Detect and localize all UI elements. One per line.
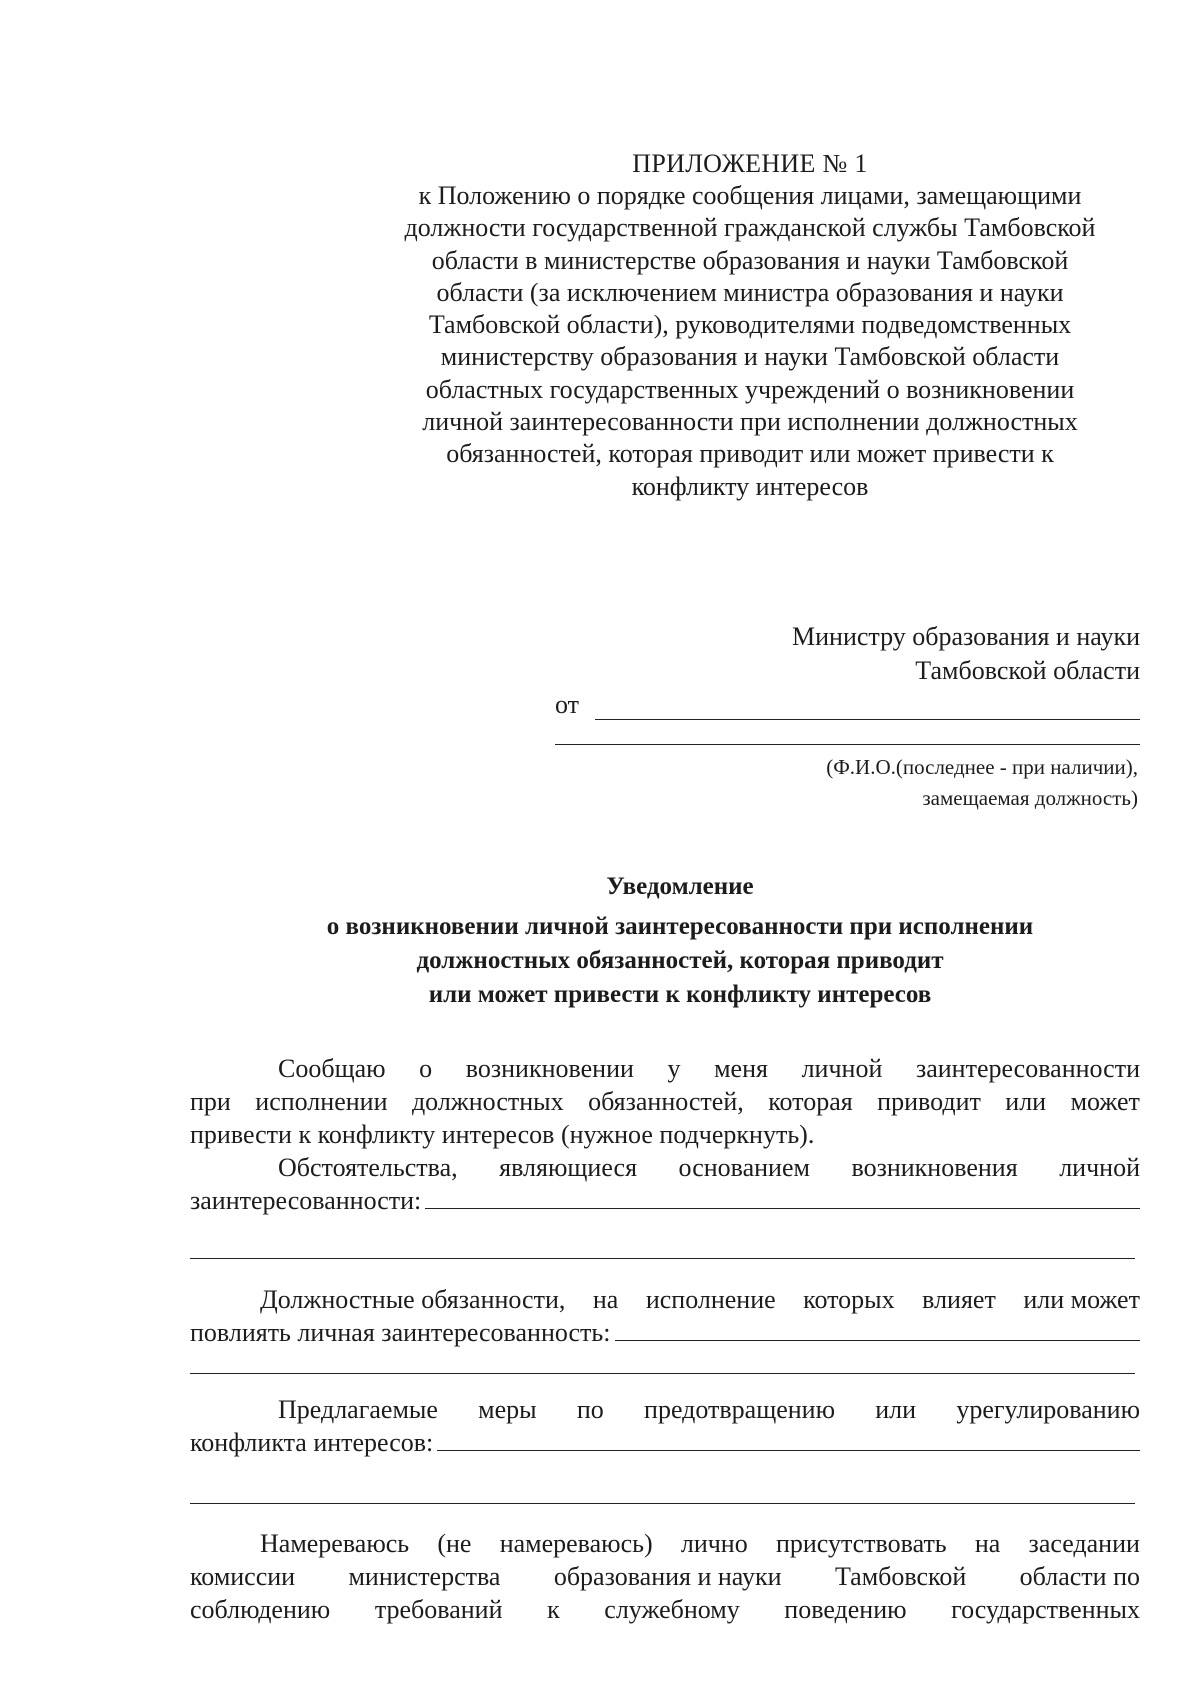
text-line xyxy=(190,1052,1140,1085)
text-line xyxy=(190,1426,1140,1459)
paragraph-measures xyxy=(190,1393,1140,1459)
notice-subtitle-line: о возникновении личной заинтересованности при исполнении xyxy=(326,913,1034,940)
appendix-line: должности государственной гражданской службы Тамбовской xyxy=(404,213,1096,243)
word: Обстоятельства, xyxy=(278,1153,458,1182)
appendix-line: конфликту интересов xyxy=(631,471,869,501)
addressee-line: Тамбовской области xyxy=(915,656,1140,685)
notice-title: Уведомление xyxy=(606,873,754,900)
text-line: привести к конфликту интересов (нужное подчеркнуть). xyxy=(190,1120,815,1149)
word: к xyxy=(547,1595,560,1624)
word: личной xyxy=(801,1054,883,1083)
word: требований xyxy=(374,1595,503,1624)
measures-field-continued[interactable] xyxy=(190,1503,1135,1504)
from-position-field[interactable] xyxy=(555,744,1140,745)
appendix-line: личной заинтересованности при исполнении должностных xyxy=(422,407,1078,437)
word: может xyxy=(1070,1087,1140,1116)
text-line xyxy=(190,1283,1140,1316)
appendix-line: областных государственных учреждений о возникновении xyxy=(425,374,1075,404)
notice-subtitle-line: должностных обязанностей, которая приводит xyxy=(416,947,944,974)
circumstances-field-continued[interactable] xyxy=(190,1258,1135,1259)
text-line xyxy=(190,1393,1140,1426)
appendix-line: к Положению о порядке сообщения лицами, замещающими xyxy=(418,181,1082,210)
word: у xyxy=(667,1054,681,1083)
word: урегулированию xyxy=(956,1395,1140,1424)
word: Намереваюсь xyxy=(260,1529,410,1558)
duties-field[interactable] xyxy=(615,1318,1141,1341)
fio-note-line: (Ф.И.О.(последнее - при наличии), xyxy=(826,755,1138,779)
appendix-line: обязанностей, которая приводит или может привести к xyxy=(446,439,1054,469)
field-label: повлиять личная заинтересованность: xyxy=(190,1318,611,1347)
text-line xyxy=(190,1593,1140,1626)
duties-field-continued[interactable] xyxy=(190,1373,1135,1374)
field-label: заинтересованности: xyxy=(190,1186,422,1215)
addressee-line: Министру образования и науки xyxy=(792,622,1140,651)
word: по xyxy=(576,1395,604,1424)
word: на xyxy=(974,1529,1001,1558)
word: которых xyxy=(803,1285,895,1314)
word: лично xyxy=(680,1529,748,1558)
word: Предлагаемые xyxy=(278,1395,438,1424)
appendix-line: области в министерстве образования и науки Тамбовской xyxy=(431,245,1069,275)
word: влияет xyxy=(922,1285,996,1314)
paragraph-duties xyxy=(190,1283,1140,1349)
paragraph-circumstances xyxy=(190,1151,1140,1217)
word: Тамбовской xyxy=(834,1562,967,1591)
word: предотвращению xyxy=(644,1395,836,1424)
notice-subtitle-line: или может привести к конфликту интересов xyxy=(428,981,932,1008)
word: меры xyxy=(478,1395,537,1424)
text-line xyxy=(190,1527,1140,1560)
word: области по xyxy=(1019,1562,1140,1591)
word: о xyxy=(419,1054,433,1083)
addressee-block xyxy=(792,620,1140,688)
word: намереваюсь) xyxy=(499,1529,653,1558)
word: на xyxy=(592,1285,619,1314)
word: присутствовать xyxy=(775,1529,947,1558)
word: министерства xyxy=(348,1562,501,1591)
appendix-line: министерству образования и науки Тамбовской области xyxy=(440,342,1060,372)
word: (не xyxy=(437,1529,472,1558)
text-line xyxy=(190,1316,1140,1349)
fio-note xyxy=(826,752,1138,814)
text-line xyxy=(190,1085,1140,1118)
word: Должностные обязанности, xyxy=(260,1285,566,1314)
appendix-header xyxy=(360,148,1140,503)
appendix-line: Тамбовской области), руководителями подведомственных xyxy=(428,310,1072,340)
text-line xyxy=(190,1560,1140,1593)
text-line xyxy=(190,1151,1140,1184)
word: Сообщаю xyxy=(278,1054,386,1083)
word: заинтересованности xyxy=(915,1054,1140,1083)
from-name-field[interactable] xyxy=(595,719,1140,720)
word: исполнение xyxy=(645,1285,776,1314)
word: поведению xyxy=(784,1595,907,1624)
word: при xyxy=(190,1087,231,1116)
paragraph-report xyxy=(190,1052,1140,1151)
word: служебному xyxy=(604,1595,740,1624)
paragraph-attendance xyxy=(190,1527,1140,1626)
word: исполнении xyxy=(255,1087,388,1116)
field-label: конфликта интересов: xyxy=(190,1428,434,1457)
word: или xyxy=(1005,1087,1047,1116)
word: соблюдению xyxy=(190,1595,331,1624)
word: комиссии xyxy=(190,1562,296,1591)
word: обязанностей, xyxy=(588,1087,744,1116)
appendix-title: ПРИЛОЖЕНИЕ № 1 xyxy=(632,149,868,178)
word: или может xyxy=(1023,1285,1140,1314)
text-line xyxy=(190,1184,1140,1217)
notice-title-block xyxy=(270,870,1090,1012)
appendix-line: области (за исключением министра образования и науки xyxy=(436,277,1064,307)
from-row xyxy=(555,690,1140,724)
from-label: от xyxy=(555,690,580,719)
word: заседании xyxy=(1028,1529,1140,1558)
word: основанием xyxy=(678,1153,810,1182)
word: государственных xyxy=(951,1595,1140,1624)
measures-field[interactable] xyxy=(437,1428,1140,1451)
word: меня xyxy=(714,1054,768,1083)
word: личной xyxy=(1059,1153,1140,1182)
word: возникновении xyxy=(465,1054,634,1083)
word: образования и науки xyxy=(553,1562,782,1591)
word: являющиеся xyxy=(499,1153,638,1182)
circumstances-field[interactable] xyxy=(425,1186,1140,1209)
word: или xyxy=(875,1395,917,1424)
fio-note-line: замещаемая должность) xyxy=(922,786,1138,810)
word: которая xyxy=(768,1087,853,1116)
word: должностных xyxy=(411,1087,564,1116)
word: приводит xyxy=(877,1087,981,1116)
word: возникновения xyxy=(851,1153,1018,1182)
